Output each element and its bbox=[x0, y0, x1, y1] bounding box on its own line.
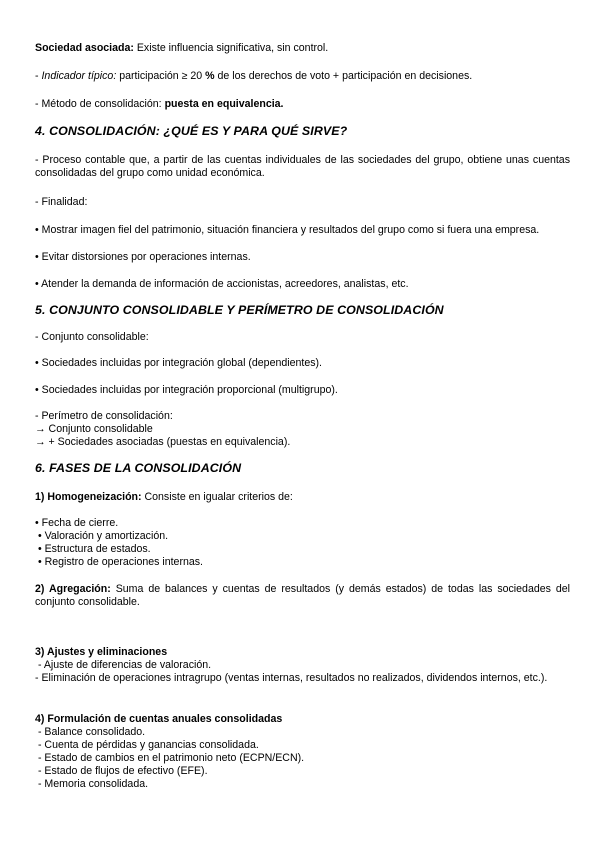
phase-3-item: - Eliminación de operaciones intragrupo (ventas internas, resultados no realizados, dividendos internos, etc.). bbox=[35, 672, 548, 684]
perimeter-line: → Conjunto consolidable bbox=[35, 423, 153, 435]
indicator-text-b: de los derechos de voto + participación en decisiones. bbox=[214, 70, 473, 82]
phase-1-items bbox=[35, 517, 570, 569]
indicator-text-a: participación ≥ 20 bbox=[116, 70, 206, 82]
phase-1-item: • Valoración y amortización. bbox=[35, 530, 169, 542]
phase-1-item: • Registro de operaciones internas. bbox=[35, 556, 204, 568]
section-4-definition: - Proceso contable que, a partir de las cuentas individuales de las sociedades del grupo, obtiene unas cuentas consolidadas del grupo como unidad económica. bbox=[35, 154, 570, 179]
section-5-bullet: • Sociedades incluidas por integración global (dependientes). bbox=[35, 357, 322, 369]
method-value: puesta en equivalencia. bbox=[164, 98, 284, 110]
phase-1-text: Consiste en igualar criterios de: bbox=[141, 491, 293, 503]
section-5-title: 5. CONJUNTO CONSOLIDABLE Y PERÍMETRO DE CONSOLIDACIÓN bbox=[35, 303, 444, 317]
phase-4-item: - Balance consolidado. bbox=[35, 726, 146, 738]
phase-4-label: 4) Formulación de cuentas anuales consolidadas bbox=[35, 713, 283, 725]
section-4-title: 4. CONSOLIDACIÓN: ¿QUÉ ES Y PARA QUÉ SIRVE? bbox=[35, 124, 348, 138]
phase-2-text: Suma de balances y cuentas de resultados (y demás estados) de todas las sociedades del conjunto consolidable. bbox=[35, 583, 570, 608]
section-5-title-block bbox=[35, 303, 570, 318]
associated-indicator bbox=[35, 70, 570, 83]
method-prefix: - Método de consolidación: bbox=[35, 98, 165, 110]
phase-2-label: 2) Agregación: bbox=[35, 583, 111, 595]
perimeter-line: → + Sociedades asociadas (puestas en equivalencia). bbox=[35, 436, 291, 448]
associated-label: Sociedad asociada: bbox=[35, 42, 134, 54]
associated-method bbox=[35, 98, 570, 111]
phase-4-item: - Estado de flujos de efectivo (EFE). bbox=[35, 765, 208, 777]
section-4-bullet: • Atender la demanda de información de accionistas, acreedores, analistas, etc. bbox=[35, 278, 409, 290]
section-4-title-block bbox=[35, 124, 570, 139]
section-4-purpose-label: - Finalidad: bbox=[35, 196, 88, 208]
phase-1 bbox=[35, 491, 570, 504]
indicator-label: Indicador típico: bbox=[41, 70, 117, 82]
phase-2 bbox=[35, 583, 570, 609]
phase-3-item: - Ajuste de diferencias de valoración. bbox=[35, 659, 212, 671]
phase-1-item: • Estructura de estados. bbox=[35, 543, 151, 555]
phase-3 bbox=[35, 646, 570, 685]
associated-text: Existe influencia significativa, sin control. bbox=[133, 42, 329, 54]
phase-1-item: • Fecha de cierre. bbox=[35, 517, 119, 529]
associated-definition bbox=[35, 42, 570, 55]
phase-4-item: - Memoria consolidada. bbox=[35, 778, 149, 790]
section-5-bullet: • Sociedades incluidas por integración proporcional (multigrupo). bbox=[35, 384, 338, 396]
phase-3-label: 3) Ajustes y eliminaciones bbox=[35, 646, 168, 658]
section-4-bullet: • Evitar distorsiones por operaciones internas. bbox=[35, 251, 251, 263]
indicator-prefix: - bbox=[35, 70, 42, 82]
section-4-bullet: • Mostrar imagen fiel del patrimonio, situación financiera y resultados del grupo como si fuera una empresa. bbox=[35, 224, 540, 236]
perimeter-label: - Perímetro de consolidación: bbox=[35, 410, 173, 422]
section-5-perimeter bbox=[35, 410, 570, 449]
phase-1-label: 1) Homogeneización: bbox=[35, 491, 142, 503]
phase-4-item: - Cuenta de pérdidas y ganancias consolidada. bbox=[35, 739, 259, 751]
phase-4-item: - Estado de cambios en el patrimonio neto (ECPN/ECN). bbox=[35, 752, 305, 764]
indicator-percent: % bbox=[205, 70, 215, 82]
section-6-title: 6. FASES DE LA CONSOLIDACIÓN bbox=[35, 461, 242, 475]
phase-4 bbox=[35, 713, 570, 791]
section-5-set-label: - Conjunto consolidable: bbox=[35, 331, 149, 343]
section-6-title-block bbox=[35, 461, 570, 476]
